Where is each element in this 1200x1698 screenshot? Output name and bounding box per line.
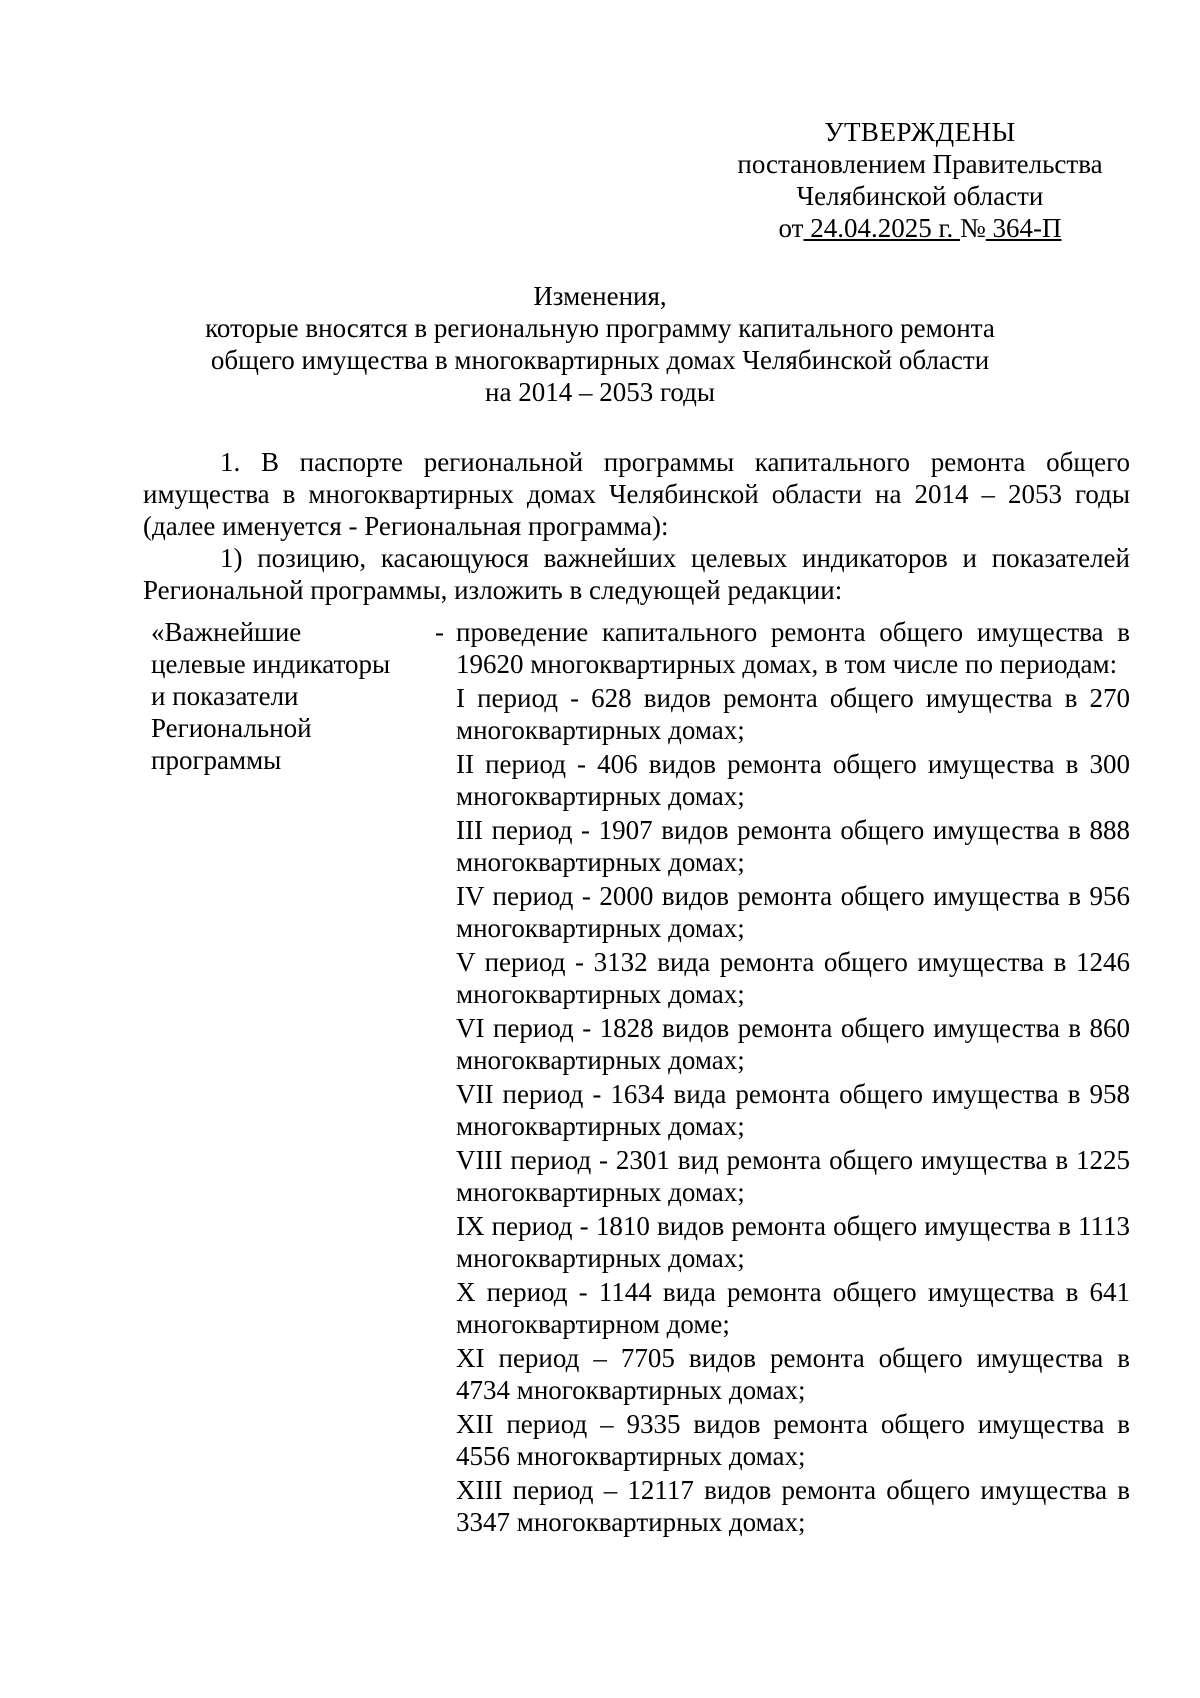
document-heading <box>140 280 1060 408</box>
approval-block <box>700 116 1140 244</box>
heading-line-1: которые вносятся в региональную программу капитального ремонта <box>205 313 995 343</box>
period-entry: III период - 1907 видов ремонта общего имущества в 888 многоквартирных домах; <box>456 815 1130 877</box>
paragraph-2: 1) позицию, касающуюся важнейших целевых индикаторов и показателей Региональной программы, изложить в следующей редакции: <box>143 543 1130 605</box>
heading-line-3: на 2014 – 2053 годы <box>485 377 715 407</box>
approval-date-prefix: от <box>778 213 804 243</box>
approval-date-line <box>700 212 1140 244</box>
body-paragraphs <box>143 446 1130 606</box>
period-entry: XI период – 7705 видов ремонта общего имущества в 4734 многоквартирных домах; <box>456 1343 1130 1405</box>
passport-dash: - <box>435 617 444 647</box>
passport-label-line: целевые индикаторы <box>151 649 391 679</box>
passport-label <box>151 616 401 776</box>
paragraph-1: 1. В паспорте региональной программы капитального ремонта общего имущества в многоквартирных домах Челябинской области на 2014 – 2053 годы (далее именуется - Региональная программа): <box>143 447 1130 541</box>
period-entry: VIII период - 2301 вид ремонта общего имущества в 1225 многоквартирных домах; <box>456 1145 1130 1207</box>
period-entry: I период - 628 видов ремонта общего имущества в 270 многоквартирных домах; <box>456 683 1130 745</box>
passport-label-line: «Важнейшие <box>151 617 302 647</box>
approval-number-value: 364-П <box>985 213 1062 243</box>
period-entry: XII период – 9335 видов ремонта общего имущества в 4556 многоквартирных домах; <box>456 1409 1130 1471</box>
period-entry: X период - 1144 вида ремонта общего имущества в 641 многоквартирном доме; <box>456 1277 1130 1339</box>
approval-line-2: Челябинской области <box>796 181 1044 211</box>
passport-label-line: и показатели <box>151 681 299 711</box>
passport-values <box>456 616 1130 1540</box>
period-entry: VI период - 1828 видов ремонта общего имущества в 860 многоквартирных домах; <box>456 1013 1130 1075</box>
period-entry: IX период - 1810 видов ремонта общего имущества в 1113 многоквартирных домах; <box>456 1211 1130 1273</box>
approval-line-1: постановлением Правительства <box>737 149 1103 179</box>
approval-title: УТВЕРЖДЕНЫ <box>824 117 1016 147</box>
period-entry: VII период - 1634 вида ремонта общего имущества в 958 многоквартирных домах; <box>456 1079 1130 1141</box>
heading-title: Изменения, <box>533 281 667 311</box>
period-entry: XIII период – 12117 видов ремонта общего имущества в 3347 многоквартирных домах; <box>456 1475 1130 1537</box>
passport-label-line: программы <box>151 745 282 775</box>
passport-label-line: Региональной <box>151 713 312 743</box>
approval-date-value: 24.04.2025 г. <box>803 213 960 243</box>
heading-line-2: общего имущества в многоквартирных домах Челябинской области <box>210 345 990 375</box>
approval-number-sign: № <box>959 213 986 243</box>
period-entry: V период - 3132 вида ремонта общего имущества в 1246 многоквартирных домах; <box>456 947 1130 1009</box>
period-entry: II период - 406 видов ремонта общего имущества в 300 многоквартирных домах; <box>456 749 1130 811</box>
period-entry: IV период - 2000 видов ремонта общего имущества в 956 многоквартирных домах; <box>456 881 1130 943</box>
passport-entry-summary: проведение капитального ремонта общего имущества в 19620 многоквартирных домах, в том числе по периодам: <box>456 617 1130 679</box>
